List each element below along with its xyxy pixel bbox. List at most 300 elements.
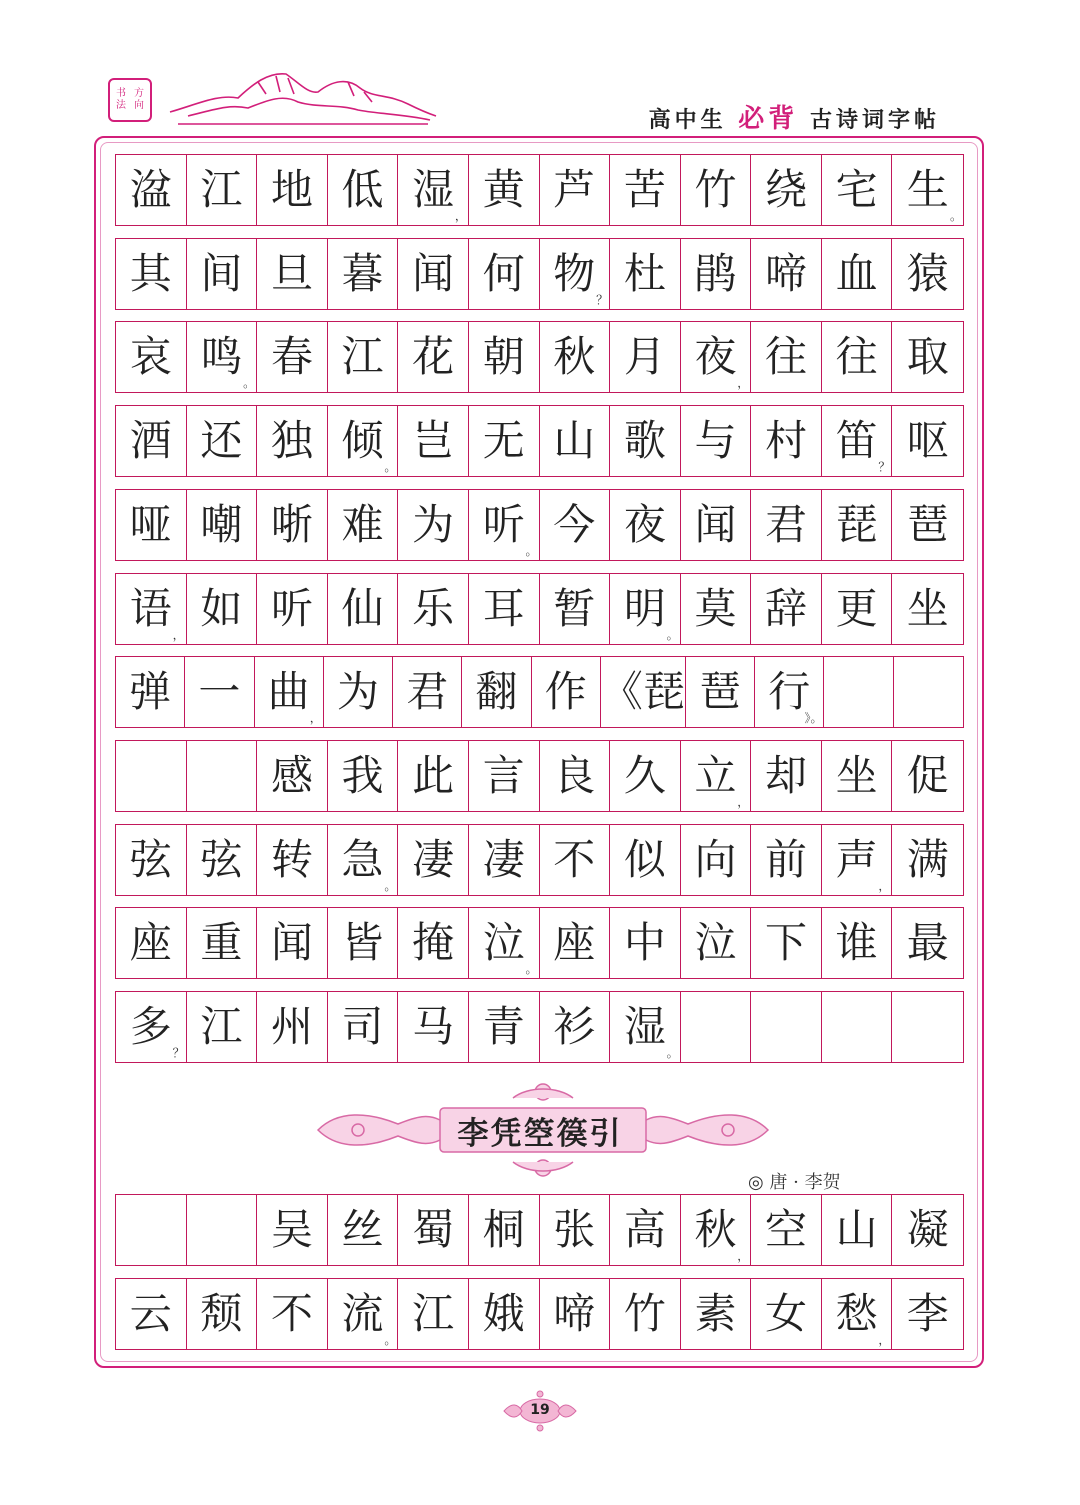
grid-cell xyxy=(681,406,752,476)
grid-cell xyxy=(257,1279,328,1349)
grid-cell xyxy=(257,155,328,225)
grid-cell xyxy=(610,322,681,392)
character: 还 xyxy=(200,416,243,466)
grid-cell xyxy=(398,406,469,476)
punctuation-mark: 。 xyxy=(525,962,538,977)
seal-char: 方 xyxy=(134,88,144,99)
grid-cell xyxy=(681,574,752,644)
grid-cell xyxy=(681,490,752,560)
grid-cell xyxy=(328,908,399,978)
grid-cell xyxy=(822,239,893,309)
character: 青 xyxy=(482,1002,525,1051)
grid-cell xyxy=(328,490,399,560)
grid-cell xyxy=(187,322,258,392)
grid-cell xyxy=(398,741,469,811)
character: 满 xyxy=(906,834,949,884)
character: 江 xyxy=(200,1002,243,1051)
grid-cell xyxy=(257,908,328,978)
grid-cell xyxy=(328,239,399,309)
grid-cell xyxy=(257,992,328,1062)
grid-cell xyxy=(751,1195,822,1265)
punctuation-mark: ， xyxy=(309,711,322,726)
character: 春 xyxy=(270,332,313,382)
grid-cell xyxy=(822,322,893,392)
grid-cell xyxy=(469,155,540,225)
character: 颓 xyxy=(200,1289,243,1338)
grid-cell xyxy=(255,657,324,727)
character: 间 xyxy=(200,248,243,298)
grid-row xyxy=(115,824,964,896)
character: 月 xyxy=(623,332,666,382)
grid-cell xyxy=(116,908,187,978)
character: 重 xyxy=(200,918,243,968)
character: 司 xyxy=(341,1002,384,1051)
character: 何 xyxy=(482,248,525,298)
grid-row xyxy=(115,907,964,979)
character: 皆 xyxy=(341,918,384,968)
character: 坐 xyxy=(906,583,949,633)
character: 往 xyxy=(765,332,808,382)
grid-cell xyxy=(681,322,752,392)
grid-cell xyxy=(187,406,258,476)
character: 泣 xyxy=(694,918,737,968)
character: 行 xyxy=(768,667,811,717)
publisher-seal xyxy=(108,78,152,122)
grid-cell xyxy=(398,574,469,644)
character: 听 xyxy=(270,583,313,633)
character: 向 xyxy=(694,834,737,884)
character: 座 xyxy=(129,918,172,968)
grid-cell xyxy=(398,239,469,309)
punctuation-mark: ， xyxy=(878,1333,891,1347)
grid-cell xyxy=(116,825,187,895)
grid-cell xyxy=(328,155,399,225)
grid-cell xyxy=(116,239,187,309)
grid-cell xyxy=(892,239,963,309)
grid-cell xyxy=(824,657,893,727)
grid-cell xyxy=(328,574,399,644)
character: 更 xyxy=(835,583,878,633)
character: 翻 xyxy=(475,667,518,717)
grid-cell xyxy=(601,657,686,727)
poem-grid-row xyxy=(115,1194,964,1266)
character: 不 xyxy=(270,1289,313,1338)
character: 语 xyxy=(129,583,172,633)
character: 秋 xyxy=(553,332,596,382)
grid-cell xyxy=(116,741,187,811)
grid-cell xyxy=(610,1195,681,1265)
grid-cell xyxy=(610,239,681,309)
grid-cell xyxy=(116,992,187,1062)
punctuation-mark: 。 xyxy=(243,376,256,391)
grid-cell xyxy=(393,657,462,727)
grid-cell xyxy=(540,322,611,392)
mountain-illustration xyxy=(168,64,438,130)
character: 嘲 xyxy=(200,499,243,549)
title-prefix: 高中生 xyxy=(648,108,727,133)
character: 最 xyxy=(906,918,949,968)
character: 湓 xyxy=(129,165,172,214)
grid-cell xyxy=(755,657,824,727)
grid-cell xyxy=(469,992,540,1062)
character: 江 xyxy=(200,165,243,214)
character: 立 xyxy=(694,750,737,800)
grid-cell xyxy=(822,825,893,895)
character: 村 xyxy=(765,416,808,466)
punctuation-mark: 》。 xyxy=(804,711,823,726)
grid-cell xyxy=(822,908,893,978)
character: 蜀 xyxy=(412,1205,455,1254)
poem-grid-row xyxy=(115,1278,964,1350)
grid-cell xyxy=(328,741,399,811)
character: 座 xyxy=(553,918,596,968)
character: 凄 xyxy=(412,834,455,884)
character: 低 xyxy=(341,165,384,214)
grid-cell xyxy=(116,322,187,392)
character: 苦 xyxy=(623,165,666,214)
grid-cell xyxy=(187,741,258,811)
grid-cell xyxy=(116,574,187,644)
character: 湿 xyxy=(623,1002,666,1051)
grid-cell xyxy=(257,490,328,560)
character: 中 xyxy=(623,918,666,968)
grid-cell xyxy=(822,406,893,476)
character: 琵 xyxy=(835,499,878,549)
grid-cell xyxy=(328,322,399,392)
character: 夜 xyxy=(694,332,737,382)
character: 一 xyxy=(198,667,241,717)
grid-cell xyxy=(751,992,822,1062)
grid-cell xyxy=(822,741,893,811)
character: 促 xyxy=(906,750,949,800)
title-highlight: 必背 xyxy=(738,104,799,134)
character: 乐 xyxy=(412,583,455,633)
character: 暮 xyxy=(341,248,384,298)
character: 难 xyxy=(341,499,384,549)
grid-cell xyxy=(751,908,822,978)
grid-cell xyxy=(751,825,822,895)
grid-cell xyxy=(328,406,399,476)
character: 绕 xyxy=(765,165,808,214)
character: 鹃 xyxy=(694,248,737,298)
grid-cell xyxy=(540,825,611,895)
grid-cell xyxy=(610,155,681,225)
grid-row xyxy=(115,238,964,310)
grid-cell xyxy=(681,155,752,225)
character: 多 xyxy=(129,1002,172,1051)
poem-author: ◎ 唐 · 李贺 xyxy=(748,1172,841,1193)
grid-cell xyxy=(892,406,963,476)
grid-cell xyxy=(610,574,681,644)
grid-cell xyxy=(892,992,963,1062)
character: 山 xyxy=(835,1205,878,1254)
grid-cell xyxy=(540,741,611,811)
character: 我 xyxy=(341,750,384,800)
grid-cell xyxy=(469,1195,540,1265)
grid-row xyxy=(115,405,964,477)
character: 宅 xyxy=(835,165,878,214)
seal-char: 书 xyxy=(116,88,126,99)
character: 娥 xyxy=(482,1289,525,1338)
grid-cell xyxy=(187,239,258,309)
grid-cell xyxy=(187,992,258,1062)
punctuation-mark: ？ xyxy=(172,1046,185,1060)
character: 鸣 xyxy=(200,332,243,382)
grid-cell xyxy=(681,1279,752,1349)
grid-cell xyxy=(751,574,822,644)
character: 生 xyxy=(906,165,949,214)
grid-cell xyxy=(610,1279,681,1349)
grid-row xyxy=(115,573,964,645)
punctuation-mark: ， xyxy=(737,376,750,391)
grid-row xyxy=(115,154,964,226)
character: 谁 xyxy=(835,918,878,968)
character: 江 xyxy=(412,1289,455,1338)
grid-cell xyxy=(469,908,540,978)
grid-cell xyxy=(894,657,963,727)
grid-cell xyxy=(187,155,258,225)
character: 无 xyxy=(482,416,525,466)
character: 愁 xyxy=(835,1289,878,1338)
character: 呕 xyxy=(906,416,949,466)
character: 凝 xyxy=(906,1205,949,1254)
grid-cell xyxy=(751,322,822,392)
grid-cell xyxy=(751,490,822,560)
grid-cell xyxy=(324,657,393,727)
character: 夜 xyxy=(623,499,666,549)
character: 为 xyxy=(336,667,379,717)
grid-cell xyxy=(398,322,469,392)
character: 岂 xyxy=(412,416,455,466)
grid-cell xyxy=(469,406,540,476)
character: 辞 xyxy=(765,583,808,633)
punctuation-mark: ， xyxy=(878,878,891,893)
punctuation-mark: 。 xyxy=(949,209,962,223)
grid-cell xyxy=(610,741,681,811)
character: 往 xyxy=(835,332,878,382)
grid-cell xyxy=(751,406,822,476)
title-suffix: 古诗词字帖 xyxy=(809,108,940,133)
punctuation-mark: 。 xyxy=(384,460,397,475)
grid-cell xyxy=(116,1195,187,1265)
character: 急 xyxy=(341,834,384,884)
character: 杜 xyxy=(623,248,666,298)
character: 笛 xyxy=(835,416,878,466)
character: 丝 xyxy=(341,1205,384,1254)
grid-cell xyxy=(540,155,611,225)
punctuation-mark: ？ xyxy=(878,460,891,475)
grid-cell xyxy=(469,574,540,644)
grid-cell xyxy=(328,1279,399,1349)
page-number: 19 xyxy=(530,1402,550,1418)
grid-cell xyxy=(187,574,258,644)
character: 良 xyxy=(553,750,596,800)
grid-cell xyxy=(540,992,611,1062)
grid-cell xyxy=(116,490,187,560)
grid-cell xyxy=(610,406,681,476)
punctuation-mark: 。 xyxy=(666,627,679,642)
grid-cell xyxy=(469,322,540,392)
grid-cell xyxy=(892,1279,963,1349)
character: 君 xyxy=(406,667,449,717)
character: 流 xyxy=(341,1289,384,1338)
grid-cell xyxy=(462,657,531,727)
grid-cell xyxy=(540,1195,611,1265)
character: 君 xyxy=(765,499,808,549)
grid-cell xyxy=(822,1279,893,1349)
character: 空 xyxy=(765,1205,808,1254)
character: 言 xyxy=(482,750,525,800)
grid-cell xyxy=(892,908,963,978)
grid-row xyxy=(115,740,964,812)
grid-row xyxy=(115,489,964,561)
grid-cell xyxy=(328,992,399,1062)
grid-cell xyxy=(540,1279,611,1349)
character: 倾 xyxy=(341,416,384,466)
punctuation-mark: 。 xyxy=(384,878,397,893)
grid-cell xyxy=(822,1195,893,1265)
grid-cell xyxy=(751,239,822,309)
character: 地 xyxy=(270,165,313,214)
grid-cell xyxy=(187,1279,258,1349)
grid-cell xyxy=(892,490,963,560)
character: 弦 xyxy=(129,834,172,884)
character: 闻 xyxy=(412,248,455,298)
grid-cell xyxy=(187,490,258,560)
grid-cell xyxy=(328,825,399,895)
grid-cell xyxy=(822,490,893,560)
grid-cell xyxy=(751,1279,822,1349)
character: 酒 xyxy=(129,416,172,466)
grid-cell xyxy=(257,741,328,811)
character: 明 xyxy=(623,583,666,633)
seal-char: 向 xyxy=(134,100,144,111)
character: 独 xyxy=(270,416,313,466)
grid-cell xyxy=(187,1195,258,1265)
character: 作 xyxy=(544,667,587,717)
book-title xyxy=(649,98,940,135)
character: 弹 xyxy=(129,667,172,717)
character: 血 xyxy=(835,248,878,298)
grid-cell xyxy=(116,657,185,727)
grid-cell xyxy=(892,741,963,811)
grid-cell xyxy=(681,992,752,1062)
character: 高 xyxy=(623,1205,666,1254)
character: 闻 xyxy=(270,918,313,968)
grid-cell xyxy=(398,992,469,1062)
grid-cell xyxy=(187,825,258,895)
grid-cell xyxy=(185,657,254,727)
character: 曲 xyxy=(267,667,310,717)
character: 暂 xyxy=(553,583,596,633)
character: 竹 xyxy=(623,1289,666,1338)
character: 歌 xyxy=(623,416,666,466)
grid-cell xyxy=(532,657,601,727)
character: 转 xyxy=(270,834,313,884)
character: 耳 xyxy=(482,583,525,633)
character: 取 xyxy=(906,332,949,382)
character: 马 xyxy=(412,1002,455,1051)
character: 为 xyxy=(412,499,455,549)
character: 仙 xyxy=(341,583,384,633)
character: 吴 xyxy=(270,1205,313,1254)
character: 桐 xyxy=(482,1205,525,1254)
character: 弦 xyxy=(200,834,243,884)
character: 竹 xyxy=(694,165,737,214)
grid-cell xyxy=(398,1195,469,1265)
character: 哑 xyxy=(129,499,172,549)
character: 秋 xyxy=(694,1205,737,1254)
grid-cell xyxy=(681,825,752,895)
grid-cell xyxy=(681,741,752,811)
character: 掩 xyxy=(412,918,455,968)
grid-cell xyxy=(116,406,187,476)
grid-cell xyxy=(398,908,469,978)
character: 云 xyxy=(129,1289,172,1338)
grid-cell xyxy=(328,1195,399,1265)
character: 此 xyxy=(412,750,455,800)
character: 似 xyxy=(623,834,666,884)
character: 今 xyxy=(553,499,596,549)
character: 与 xyxy=(694,416,737,466)
character: 芦 xyxy=(553,165,596,214)
grid-cell xyxy=(686,657,755,727)
grid-cell xyxy=(610,908,681,978)
grid-cell xyxy=(257,406,328,476)
grid-cell xyxy=(257,574,328,644)
grid-cell xyxy=(610,992,681,1062)
grid-cell xyxy=(540,574,611,644)
character: 坐 xyxy=(835,750,878,800)
grid-cell xyxy=(257,825,328,895)
grid-cell xyxy=(187,908,258,978)
character: 久 xyxy=(623,750,666,800)
character: 湿 xyxy=(412,165,455,214)
character: 哳 xyxy=(270,499,313,549)
grid-cell xyxy=(822,992,893,1062)
character: 朝 xyxy=(482,332,525,382)
character: 物 xyxy=(553,248,596,298)
character: 下 xyxy=(765,918,808,968)
character: 如 xyxy=(200,583,243,633)
punctuation-mark: ， xyxy=(737,1249,750,1263)
punctuation-mark: 。 xyxy=(525,543,538,558)
punctuation-mark: ？ xyxy=(596,292,609,307)
grid-cell xyxy=(681,908,752,978)
grid-cell xyxy=(892,574,963,644)
grid-cell xyxy=(751,155,822,225)
grid-cell xyxy=(681,239,752,309)
character: 啼 xyxy=(765,248,808,298)
punctuation-mark: 。 xyxy=(666,1046,679,1060)
character: 凄 xyxy=(482,834,525,884)
character: 山 xyxy=(553,416,596,466)
grid-cell xyxy=(398,825,469,895)
grid-cell xyxy=(681,1195,752,1265)
grid-cell xyxy=(610,490,681,560)
grid-cell xyxy=(398,155,469,225)
grid-cell xyxy=(892,1195,963,1265)
grid-cell xyxy=(751,741,822,811)
character: 江 xyxy=(341,332,384,382)
grid-cell xyxy=(116,155,187,225)
character: 旦 xyxy=(270,248,313,298)
character: 花 xyxy=(412,332,455,382)
grid-cell xyxy=(469,1279,540,1349)
character: 黄 xyxy=(482,165,525,214)
character: 琶 xyxy=(699,667,742,717)
grid-cell xyxy=(892,155,963,225)
